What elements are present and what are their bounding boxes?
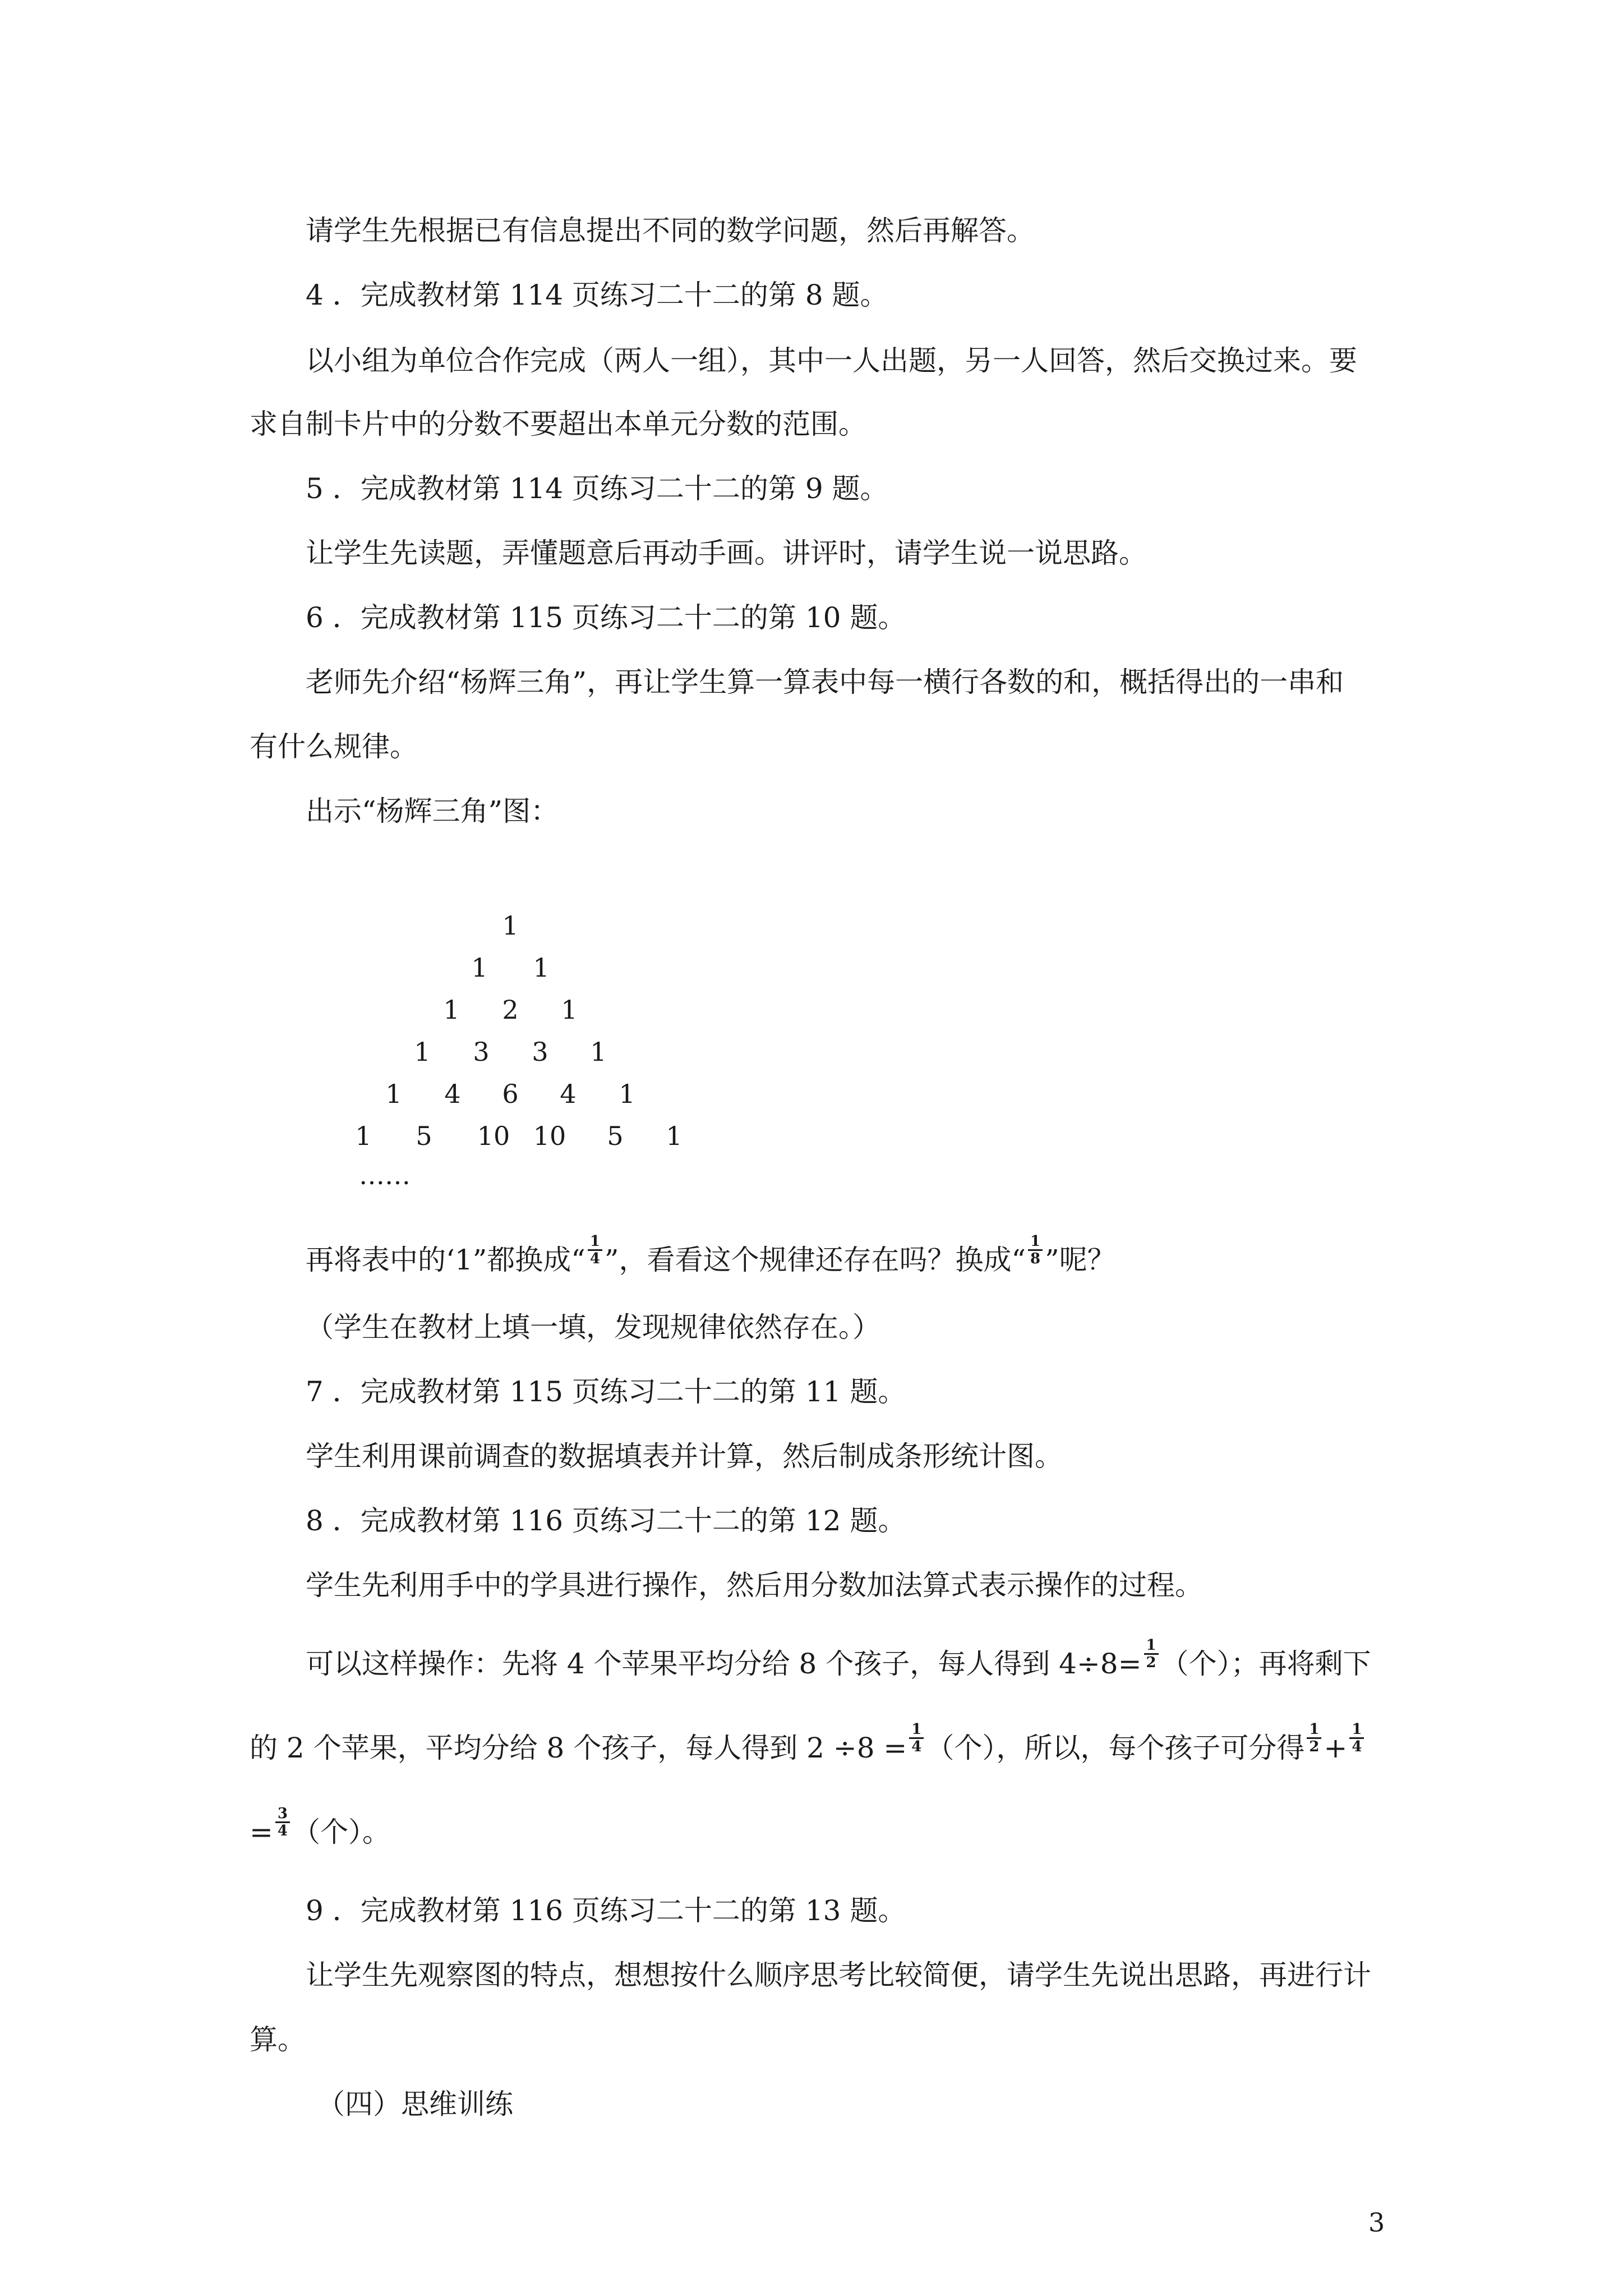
paragraph: 让学生先读题，弄懂题意后再动手画。讲评时，请学生说一说思路。 <box>306 537 1147 569</box>
paragraph: 有什么规律。 <box>250 730 418 763</box>
paragraph: （学生在教材上填一填，发现规律依然存在。） <box>306 1311 880 1343</box>
triangle-number: 1 <box>355 1121 372 1151</box>
triangle-number: 1 <box>533 953 550 983</box>
paragraph: 出示“杨辉三角”图： <box>306 795 559 827</box>
paragraph: 请学生先根据已有信息提出不同的数学问题，然后再解答。 <box>306 214 1035 247</box>
triangle-ellipsis: …… <box>359 1160 411 1190</box>
triangle-number: 10 <box>477 1121 510 1151</box>
paragraph: 老师先介绍“杨辉三角”，再让学生算一算表中每一横行各数的和，概括得出的一串和 <box>306 666 1344 698</box>
fraction-one-quarter: $\frac{1}{4}$ <box>909 1722 924 1755</box>
triangle-number: 6 <box>502 1079 519 1109</box>
triangle-number: 3 <box>473 1037 490 1067</box>
section-heading: （四）思维训练 <box>317 2088 513 2120</box>
triangle-number: 1 <box>561 995 578 1025</box>
fraction-three-quarters: $\frac{3}{4}$ <box>275 1806 290 1839</box>
paragraph: 求自制卡片中的分数不要超出本单元分数的范围。 <box>250 408 866 440</box>
fraction-one-half: $\frac{1}{2}$ <box>1307 1722 1321 1755</box>
triangle-number: 1 <box>443 995 460 1025</box>
triangle-number: 4 <box>444 1079 461 1109</box>
exercise-item: 5 ．完成教材第 114 页练习二十二的第 9 题。 <box>306 472 888 505</box>
triangle-number: 2 <box>502 995 519 1025</box>
exercise-item: 9 ．完成教材第 116 页练习二十二的第 13 题。 <box>306 1894 906 1927</box>
paragraph: 让学生先观察图的特点，想想按什么顺序思考比较简便，请学生先说出思路，再进行计 <box>306 1959 1371 1991</box>
page-number: 3 <box>1368 2207 1385 2238</box>
fraction-one-quarter: $\frac{1}{4}$ <box>1349 1722 1364 1755</box>
triangle-number: 1 <box>471 953 488 983</box>
paragraph-operation: 可以这样操作：先将 4 个苹果平均分给 8 个孩子，每人得到 4÷8= $\frac{1}{2}$ （个）；再将剩下 <box>306 1636 1371 1680</box>
exercise-item: 7 ．完成教材第 115 页练习二十二的第 11 题。 <box>306 1375 906 1408</box>
triangle-number: 1 <box>666 1121 683 1151</box>
paragraph: 以小组为单位合作完成（两人一组），其中一人出题，另一人回答，然后交换过来。要 <box>306 344 1357 377</box>
fraction-one-quarter: $\frac{1}{4}$ <box>588 1234 602 1267</box>
triangle-number: 1 <box>502 910 519 941</box>
fraction-one-half: $\frac{1}{2}$ <box>1144 1637 1159 1671</box>
exercise-item: 6 ．完成教材第 115 页练习二十二的第 10 题。 <box>306 601 906 634</box>
triangle-number: 1 <box>619 1079 635 1109</box>
triangle-number: 1 <box>385 1079 402 1109</box>
triangle-number: 5 <box>416 1121 432 1151</box>
paragraph: 算。 <box>250 2023 306 2056</box>
paragraph-operation: 的 2 个苹果，平均分给 8 个孩子，每人得到 2 ÷8 = $\frac{1}{4}$ （个），所以，每个孩子可分得 $\frac{1}{2}$ + $\frac{1}{4}$ <box>250 1731 1366 1767</box>
triangle-number: 1 <box>414 1037 431 1067</box>
paragraph: 学生先利用手中的学具进行操作，然后用分数加法算式表示操作的过程。 <box>306 1569 1203 1602</box>
fraction-one-eighth: $\frac{1}{8}$ <box>1028 1234 1043 1267</box>
paragraph-fraction-question: 再将表中的‘1”都换成“ $\frac{1}{4}$ ”，看看这个规律还存在吗？换成“ $\frac{1}{8}$ ”呢？ <box>306 1232 1115 1276</box>
triangle-number: 1 <box>590 1037 607 1067</box>
paragraph: 学生利用课前调查的数据填表并计算，然后制成条形统计图。 <box>306 1440 1063 1473</box>
exercise-item: 4 ．完成教材第 114 页练习二十二的第 8 题。 <box>306 279 888 311</box>
triangle-number: 4 <box>560 1079 577 1109</box>
paragraph-operation: = $\frac{3}{4}$ （个）。 <box>250 1805 390 1848</box>
triangle-number: 10 <box>533 1121 566 1151</box>
triangle-number: 5 <box>607 1121 624 1151</box>
triangle-number: 3 <box>532 1037 548 1067</box>
exercise-item: 8 ．完成教材第 116 页练习二十二的第 12 题。 <box>306 1504 906 1537</box>
